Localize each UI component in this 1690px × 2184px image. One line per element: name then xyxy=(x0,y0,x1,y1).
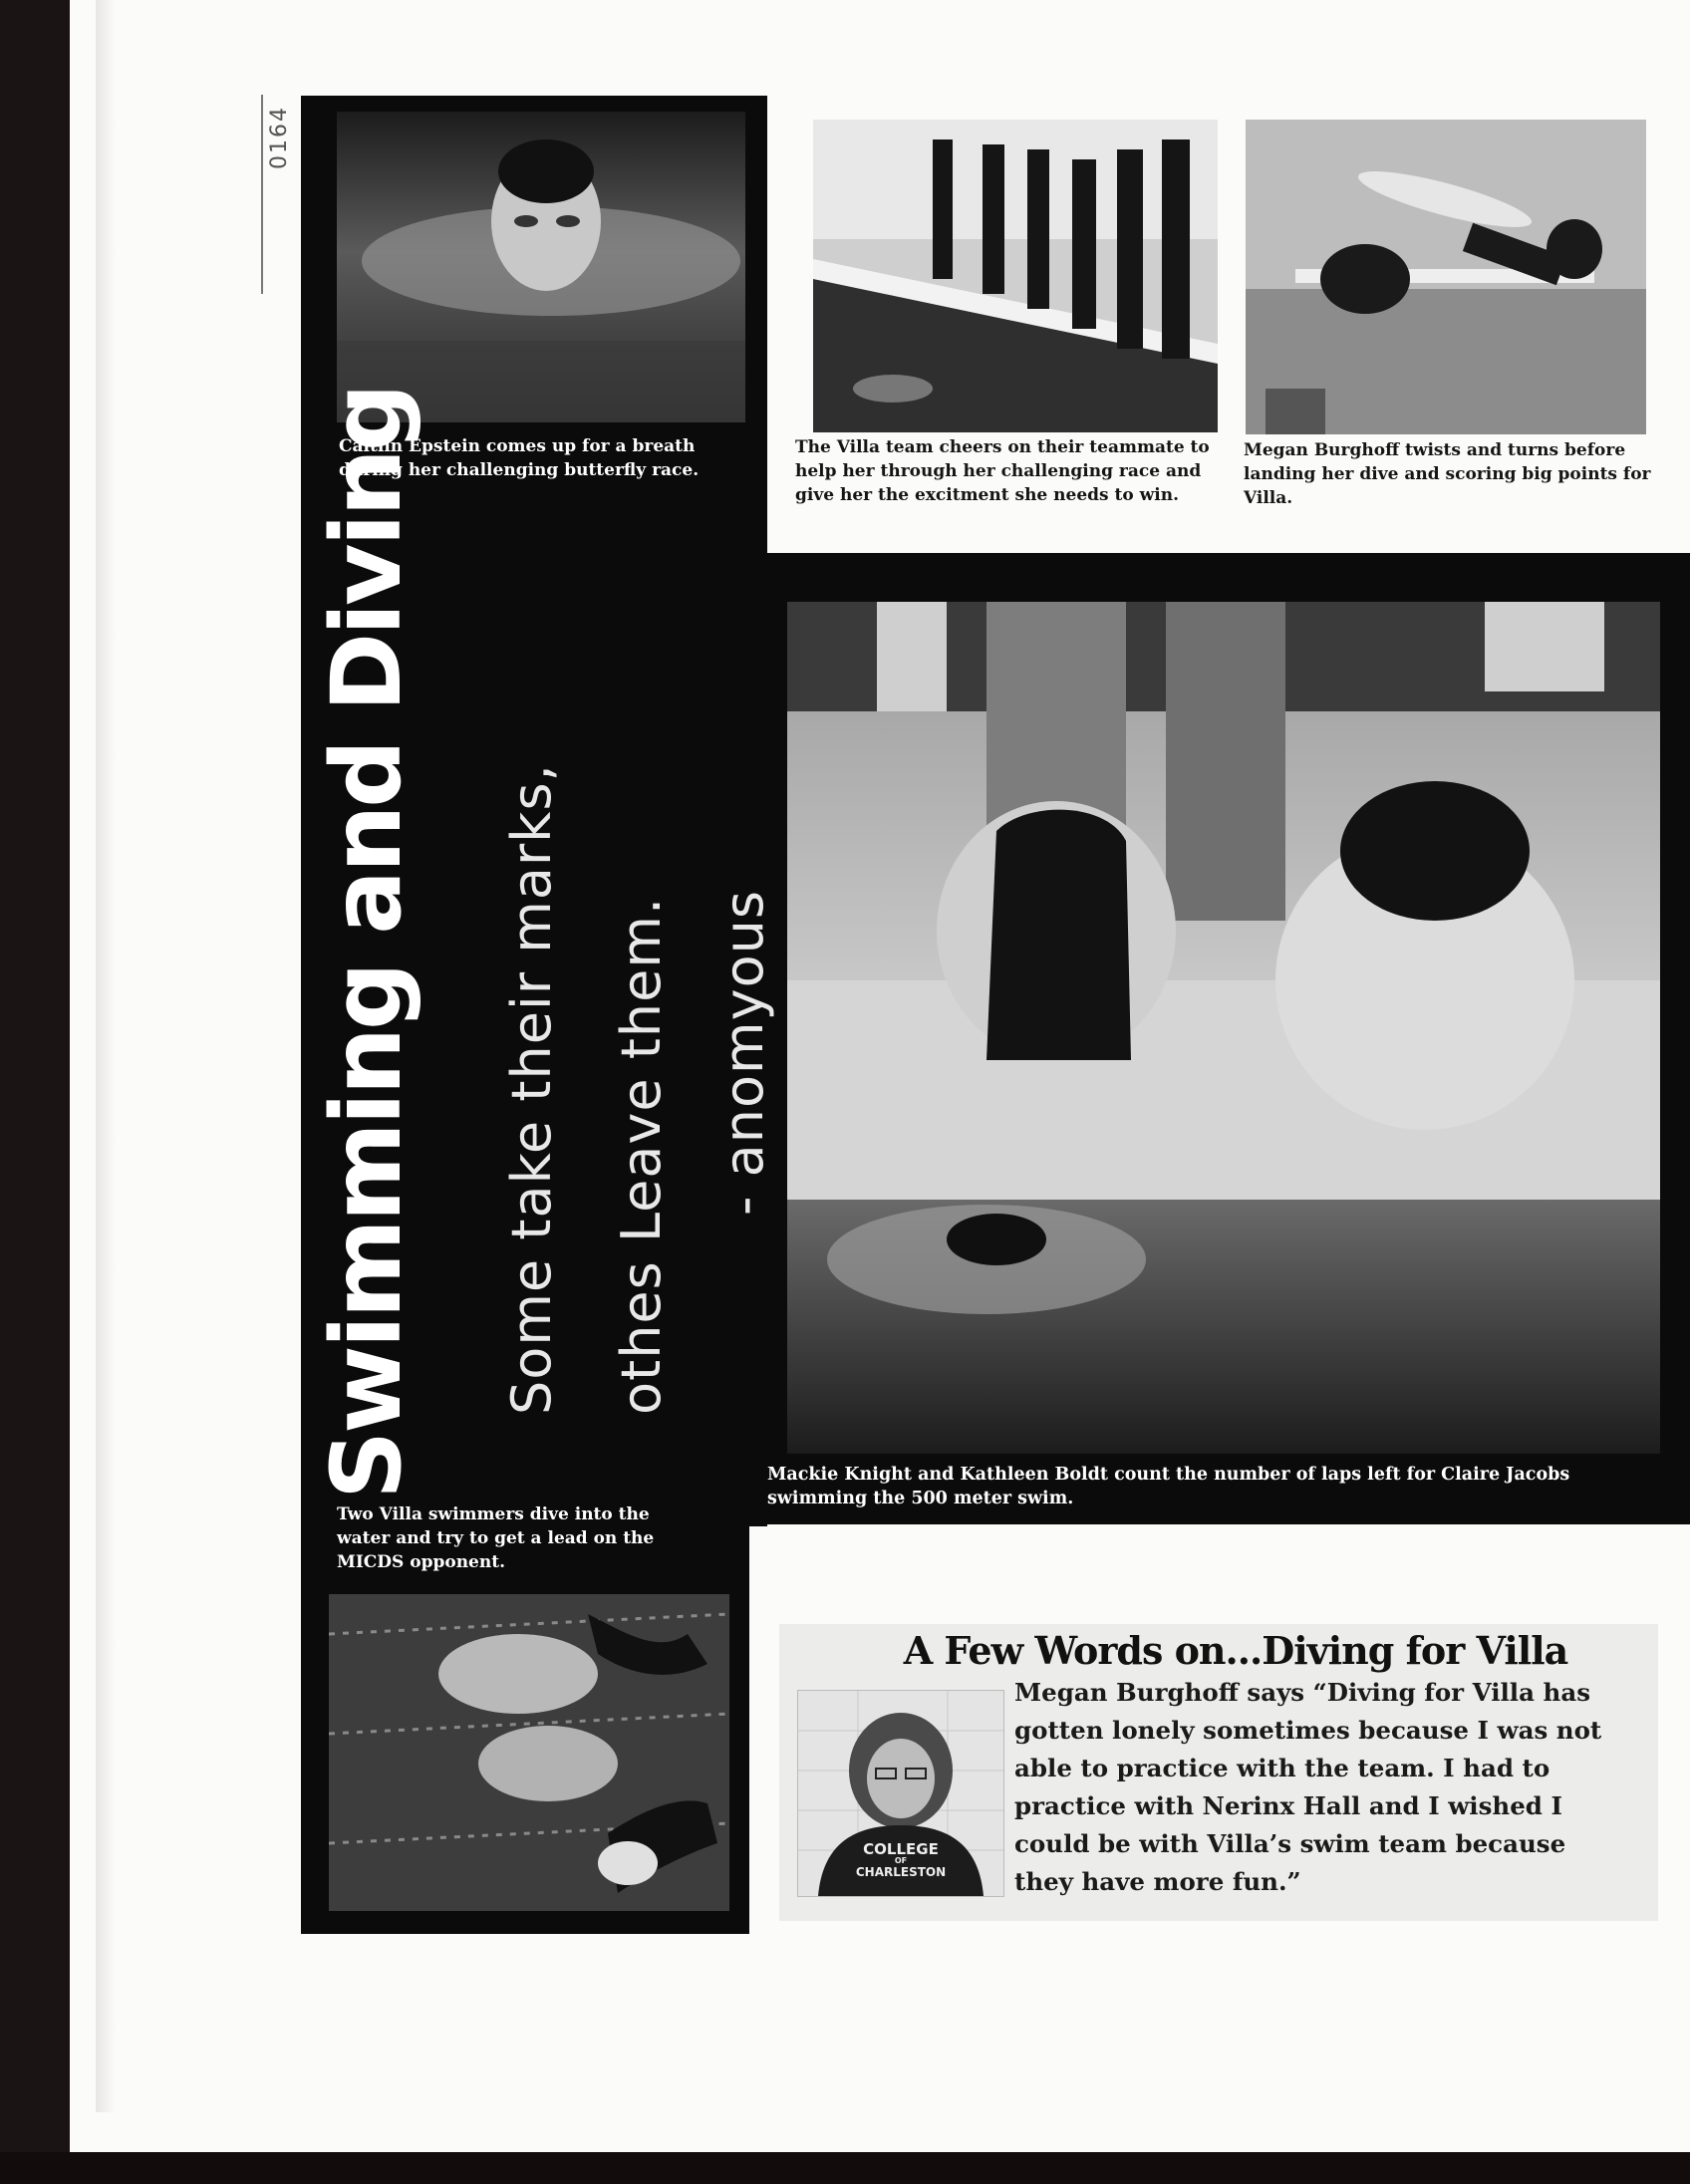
page-gutter xyxy=(96,0,116,2112)
page-number-rule xyxy=(261,95,263,294)
photo-lap-counters xyxy=(787,602,1660,1454)
quote-line-2: othes Leave them. xyxy=(610,896,673,1415)
caption-diver: Megan Burghoff twists and turns before landing her dive and scoring big points for Villa. xyxy=(1244,440,1651,508)
few-words-heading: A Few Words on...Diving for Villa xyxy=(903,1628,1568,1673)
quote-line-1: Some take their marks, xyxy=(500,763,563,1415)
photo-lap-counters-svg xyxy=(787,602,1660,1454)
caption-start: Two Villa swimmers dive into the water and try to get a lead on the MICDS opponent. xyxy=(337,1504,655,1572)
caption-butterfly: Caitlin Epstein comes up for a breath during her challenging butterfly race. xyxy=(339,436,700,480)
shirt-text xyxy=(848,1842,954,1879)
photo-diver-svg xyxy=(1246,120,1646,434)
photo-diver xyxy=(1246,120,1646,434)
caption-team-cheering: The Villa team cheers on their teammate to help her through her challenging race and give her the excitment she needs to win. xyxy=(795,437,1210,505)
shirt-text-line-1: COLLEGE xyxy=(863,1840,939,1858)
few-words-body: Megan Burghoff says “Diving for Villa has gotten lonely sometimes because I was not able to practice with the team. I had to practice with Nerinx Hall and I wished I could be with Villa’s swim team because they have more fun.” xyxy=(1014,1678,1602,1896)
quote-author: - anomyous xyxy=(712,890,775,1216)
page-bottom-edge xyxy=(0,2152,1690,2184)
section-title: Swimming and Diving xyxy=(311,386,422,1500)
photo-butterfly-svg xyxy=(337,112,745,422)
portrait-photo xyxy=(797,1690,1004,1897)
page-number: 0164 xyxy=(267,106,292,169)
shirt-text-line-3: CHARLESTON xyxy=(855,1865,947,1879)
photo-team-cheering xyxy=(813,120,1218,432)
photo-start-dive-svg xyxy=(329,1594,729,1911)
photo-team-svg xyxy=(813,120,1218,432)
shirt-text-line-2: OF xyxy=(894,1856,908,1865)
caption-lap-counters: Mackie Knight and Kathleen Boldt count the number of laps left for Claire Jacobs swimming the 500 meter swim. xyxy=(767,1465,1570,1508)
photo-butterfly-swimmer xyxy=(337,112,745,422)
photo-start-dive xyxy=(329,1594,729,1911)
